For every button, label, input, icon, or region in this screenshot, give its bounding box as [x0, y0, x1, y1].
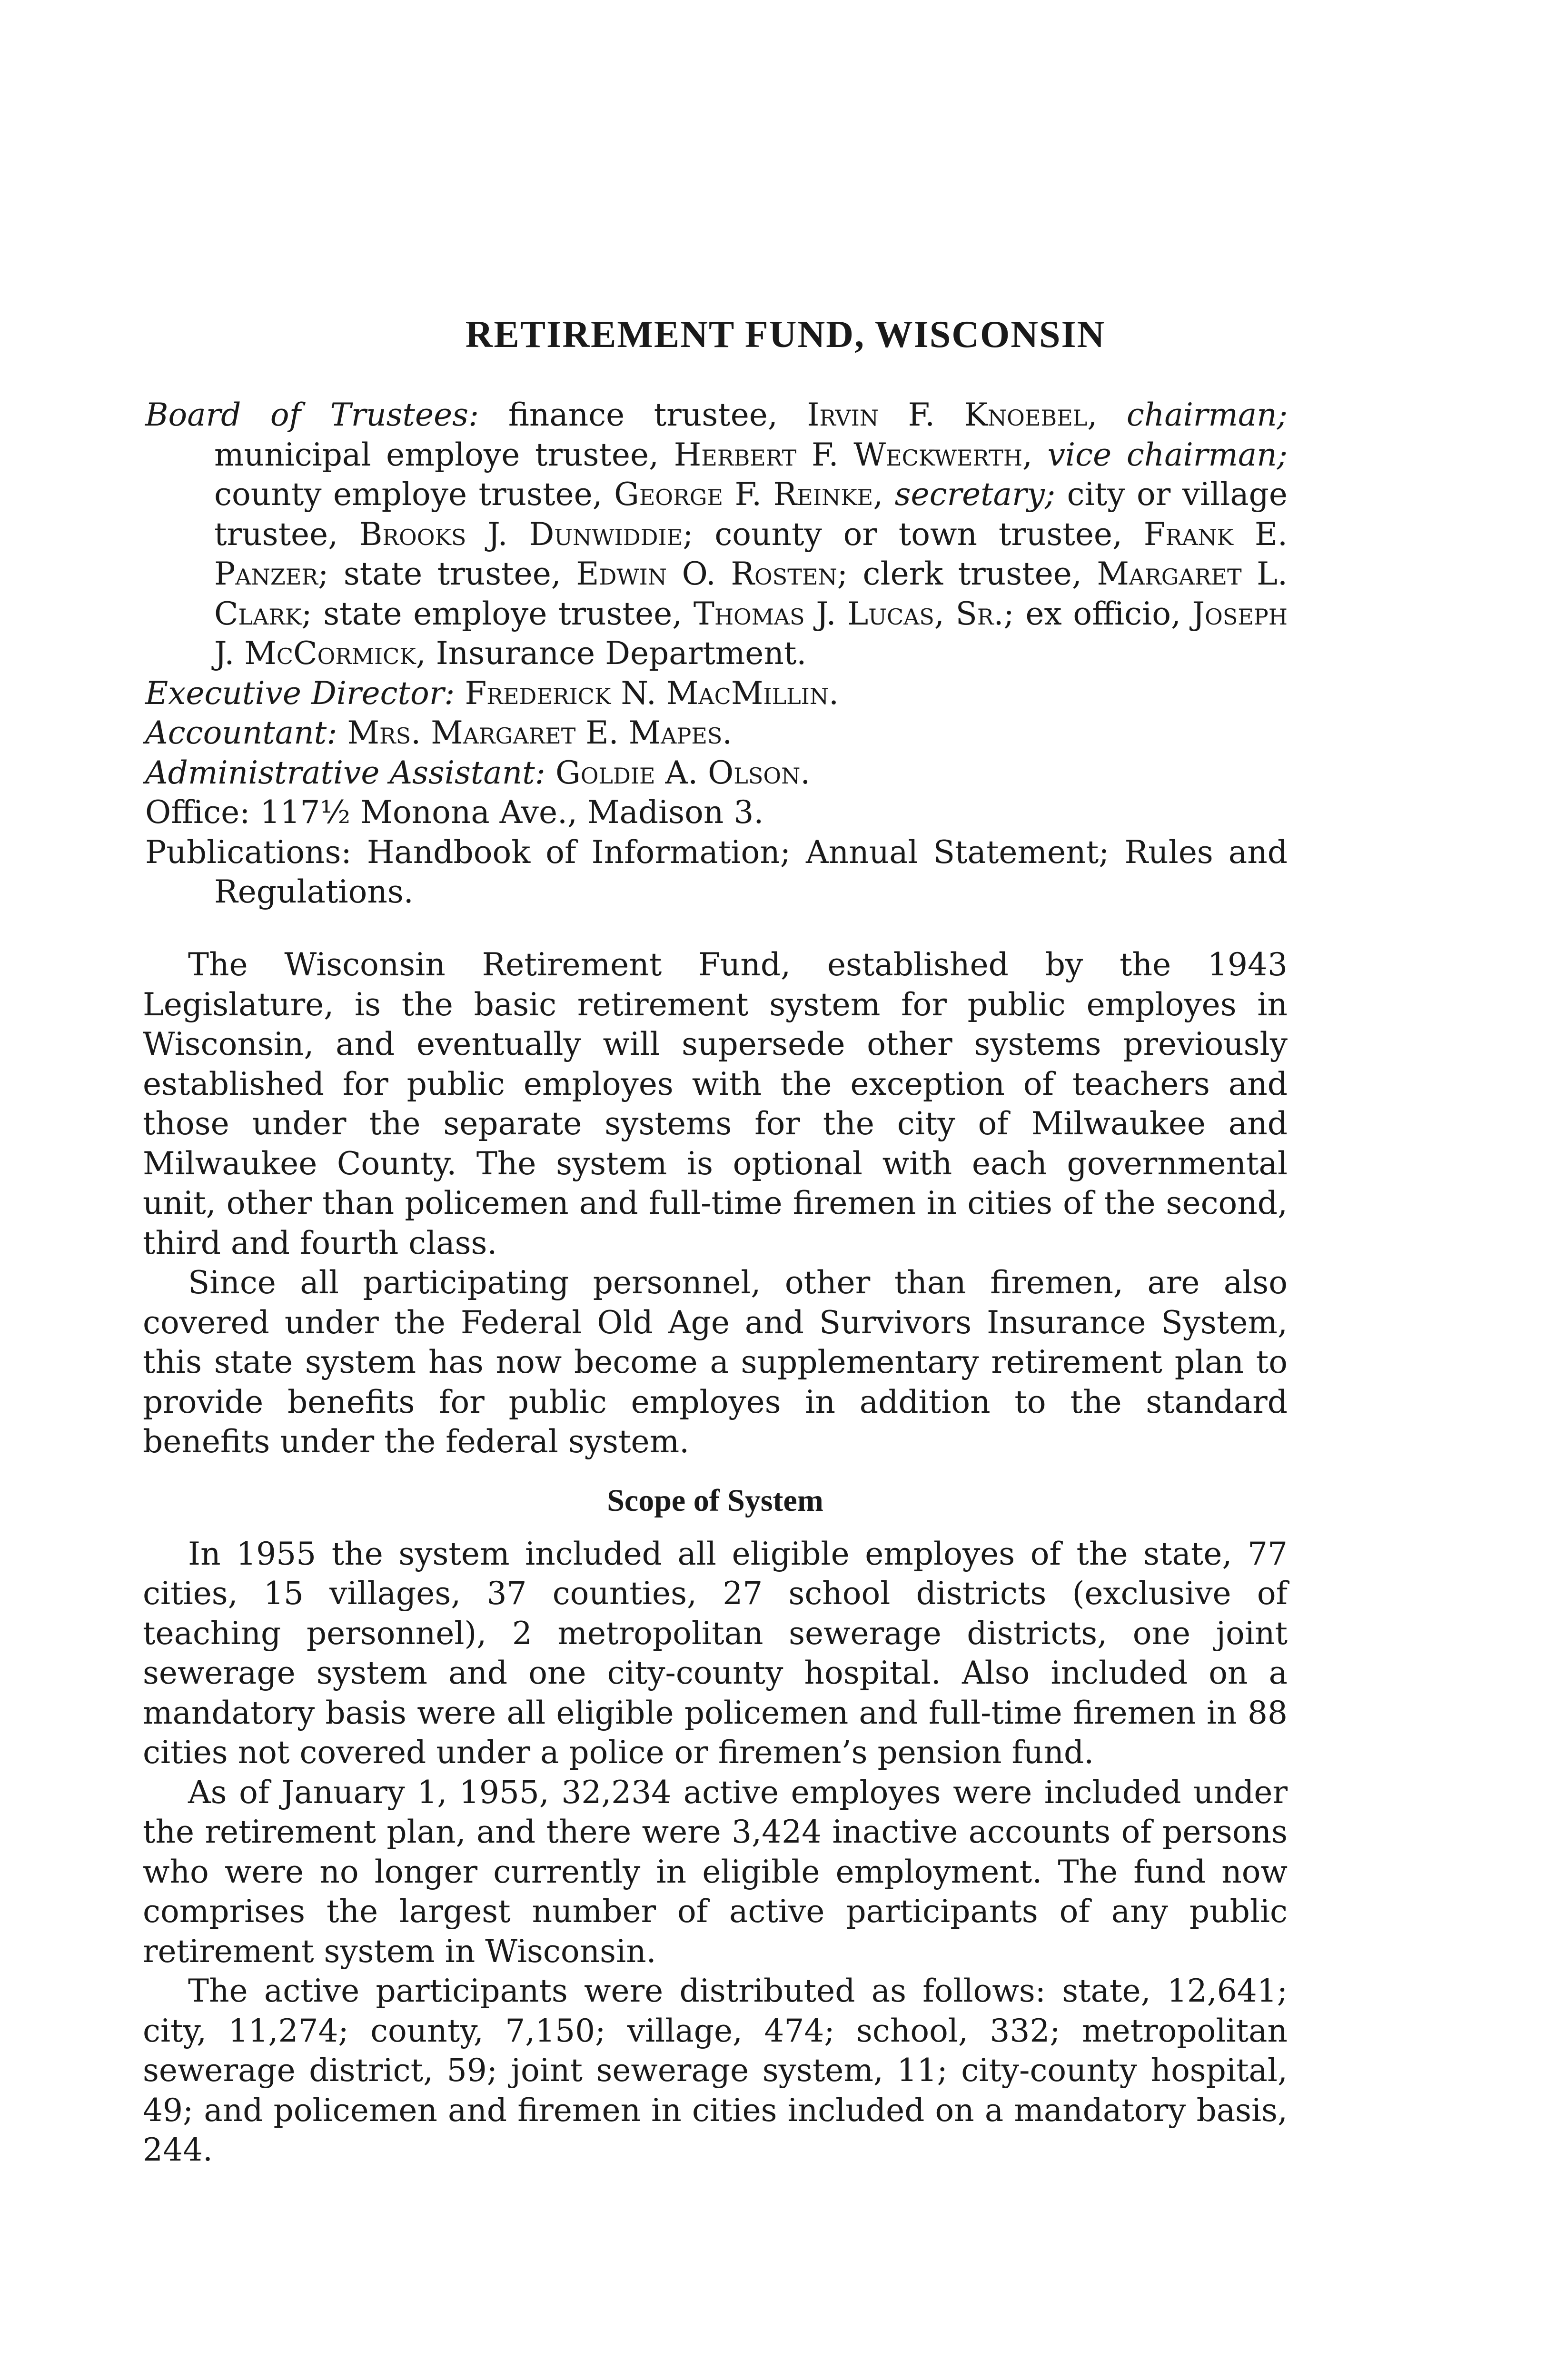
page-title: RETIREMENT FUND, WISCONSIN — [465, 314, 1106, 356]
trustee-suffix: Insurance Department. — [436, 635, 807, 672]
trustee-name: Frank E. Panzer; — [214, 516, 1288, 592]
administrative-assistant-label: Administrative Assistant: — [145, 754, 545, 791]
trustee-role: county employe trustee, — [214, 476, 603, 513]
trustee-name: Herbert F. Weckwerth, — [674, 436, 1033, 473]
administrative-assistant-entry — [145, 753, 1288, 793]
trustee-role: county or town trustee, — [714, 516, 1122, 553]
executive-director-entry — [145, 674, 1288, 714]
trustee-role: state trustee, — [343, 555, 561, 592]
paragraph: The active participants were distributed as follows: state, 12,641; city, 11,274; county, 7,150; village, 474; school, 332; metropolitan sewerage district, 59; joint sewerage system, 11; city-county hospital, 49; and policemen and firemen in cities included on a mandatory basis, 244. — [143, 1973, 1288, 2168]
trustee-name: Irvin F. Knoebel, — [807, 397, 1098, 433]
trustee-office: secretary; — [894, 476, 1056, 513]
trustee-role: clerk trustee, — [862, 555, 1082, 592]
trustee-name: Joseph J. McCormick, — [214, 595, 1288, 672]
executive-director-label: Executive Director: — [145, 674, 455, 712]
publications-label: Publications: — [145, 833, 352, 871]
publications-entry — [145, 833, 1288, 912]
body-text — [143, 945, 1288, 2170]
publications-list: Handbook of Information; Annual Statement; Rules and Regulations. — [214, 833, 1288, 910]
trustee-role: finance trustee, — [508, 397, 778, 433]
administrative-assistant-name: Goldie A. Olson. — [555, 754, 811, 791]
trustee-name: Edwin O. Rosten; — [576, 555, 848, 592]
trustee-name: Thomas J. Lucas, Sr.; — [693, 595, 1014, 632]
trustee-role: ex officio, — [1025, 595, 1181, 632]
accountant-label: Accountant: — [145, 714, 337, 751]
executive-director-name: Frederick N. MacMillin. — [465, 674, 839, 712]
office-label: Office: — [145, 794, 250, 831]
board-label: Board of Trustees: — [145, 397, 479, 433]
trustee-name: Brooks J. Dunwiddie; — [359, 516, 694, 553]
office-address: 117½ Monona Ave., Madison 3. — [260, 794, 764, 831]
accountant-name: Mrs. Margaret E. Mapes. — [347, 714, 733, 751]
directory-block — [145, 395, 1288, 912]
paragraph: In 1955 the system included all eligible employes of the state, 77 cities, 15 villages, 37 counties, 27 school districts (exclusive of teaching personnel), 2 metropolitan sewerage districts, one joint sewerage system and one city-county hospital. Also included on a mandatory basis were all eligible policemen and full-time firemen in 88 cities not covered under a police or firemen’s pension fund. — [143, 1535, 1288, 1771]
accountant-entry — [145, 713, 1288, 753]
paragraph: As of January 1, 1955, 32,234 active employes were included under the retirement plan, and there were 3,424 inactive accounts of persons who were no longer currently in eligible employment. The fund now comprises the largest number of active participants of any public retirement system in Wisconsin. — [143, 1774, 1288, 1970]
trustee-office: chairman; — [1126, 397, 1288, 433]
trustee-name: Margaret L. Clark; — [214, 555, 1288, 632]
trustee-role: state employe trustee, — [323, 595, 683, 632]
paragraph: The Wisconsin Retirement Fund, established by the 1943 Legislature, is the basic retirement system for public employes in Wisconsin, and eventually will supersede other systems previously established for public employes with the exception of teachers and those under the separate systems for the city of Milwaukee and Milwaukee County. The system is optional with each governmental unit, other than policemen and full-time firemen in cities of the second, third and fourth class. — [143, 946, 1288, 1261]
board-of-trustees-entry — [145, 395, 1288, 674]
trustee-office: vice chairman; — [1047, 436, 1288, 473]
office-entry — [145, 793, 1288, 833]
section-heading-scope: Scope of System — [607, 1483, 823, 1518]
paragraph: Since all participating personnel, other than firemen, are also covered under the Federal Old Age and Survivors Insurance System, this state system has now become a supplementary retirement plan to provide benefits for public employes in addition to the standard benefits under the federal system. — [143, 1264, 1288, 1460]
trustee-name: George F. Reinke, — [614, 476, 883, 513]
trustee-role: city or village trustee, — [214, 476, 1288, 553]
trustee-role: municipal employe trustee, — [214, 436, 659, 473]
